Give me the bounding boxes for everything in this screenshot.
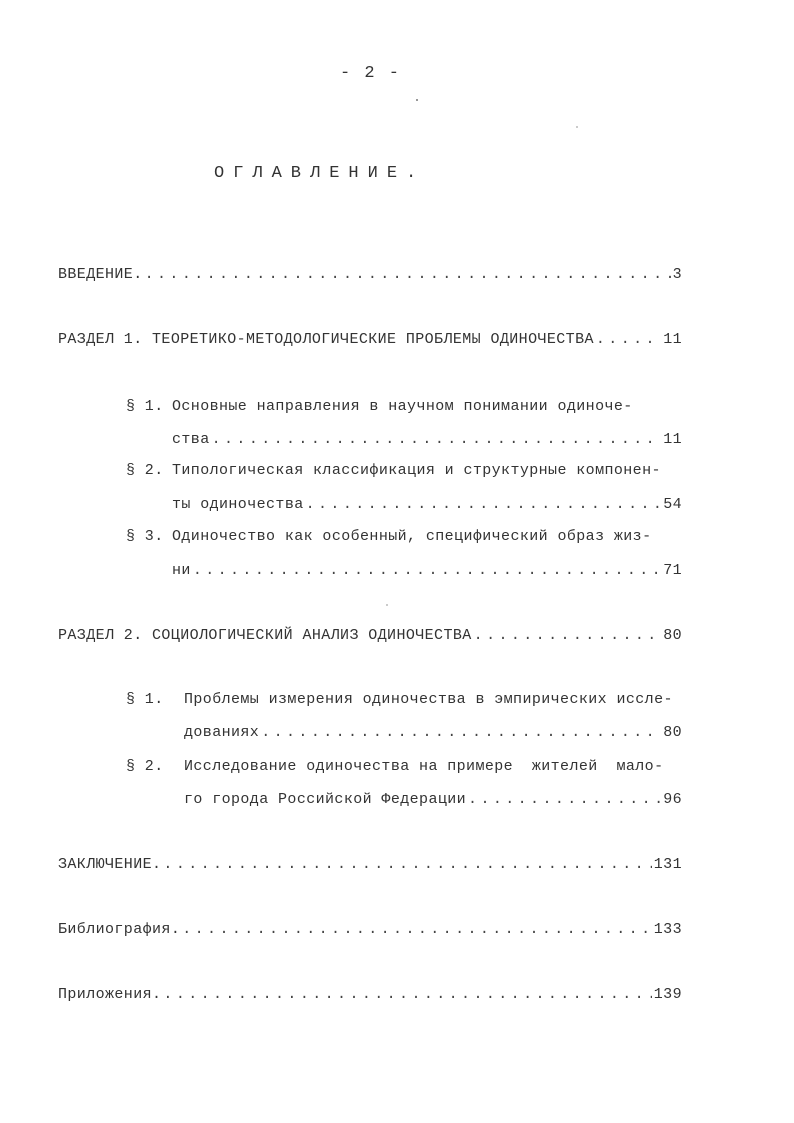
toc-entry-page: 71 (663, 562, 682, 579)
toc-heading: ОГЛАВЛЕНИЕ. (214, 164, 426, 183)
toc-entry-title: Приложения. (58, 986, 162, 1003)
paragraph-marker: § 1. (126, 398, 164, 415)
toc-subentry-text: Основные направления в научном понимании одиноче- (172, 398, 633, 415)
toc-entry-conclusion[interactable] (58, 856, 682, 874)
toc-entry-intro[interactable] (58, 266, 682, 284)
dot-leader (468, 791, 661, 809)
dot-leader (182, 921, 652, 939)
toc-subentry-1-3[interactable] (126, 528, 651, 546)
toc-subentry-2-1[interactable] (126, 691, 673, 709)
toc-entry-title: ЗАКЛЮЧЕНИЕ. (58, 856, 162, 873)
toc-subentry-text: ства (172, 431, 210, 448)
toc-entry-section-1[interactable] (58, 331, 682, 349)
paragraph-marker: § 3. (126, 528, 164, 545)
toc-subentry-text: Одиночество как особенный, специфический образ жиз- (172, 528, 652, 545)
toc-subentry-text: ни (172, 562, 191, 579)
toc-entry-page: 139 (653, 986, 682, 1003)
scan-speck (386, 604, 388, 606)
paragraph-marker: § 2. (126, 462, 164, 479)
scan-speck (576, 126, 578, 128)
toc-entry-page: 11 (663, 331, 682, 348)
toc-entry-page: 80 (663, 724, 682, 741)
scan-speck (416, 99, 418, 101)
toc-entry-appendices[interactable] (58, 986, 682, 1004)
dot-leader (212, 431, 662, 449)
dot-leader (145, 266, 671, 284)
dot-leader (193, 562, 661, 580)
dot-leader (306, 496, 662, 514)
page-number: - 2 - (340, 64, 402, 83)
toc-subentry-1-2-cont[interactable] (172, 496, 682, 514)
toc-subentry-text: дованиях (184, 724, 260, 741)
dot-leader (163, 986, 651, 1004)
dot-leader (596, 331, 661, 349)
toc-entry-page: 54 (663, 496, 682, 513)
toc-entry-page: 133 (653, 921, 682, 938)
toc-subentry-text: Проблемы измерения одиночества в эмпирических иссле- (184, 691, 673, 708)
paragraph-marker: § 2. (126, 758, 164, 775)
toc-entry-title: РАЗДЕЛ 1. ТЕОРЕТИКО-МЕТОДОЛОГИЧЕСКИЕ ПРОБЛЕМЫ ОДИНОЧЕСТВА (58, 331, 594, 348)
toc-subentry-2-2-cont[interactable] (184, 791, 682, 809)
toc-subentry-2-1-cont[interactable] (184, 724, 682, 742)
toc-subentry-text: Типологическая классификация и структурные компонен- (172, 462, 661, 479)
toc-subentry-2-2[interactable] (126, 758, 663, 776)
toc-entry-title: Библиография. (58, 921, 181, 938)
toc-entry-title: РАЗДЕЛ 2. СОЦИОЛОГИЧЕСКИЙ АНАЛИЗ ОДИНОЧЕСТВА (58, 627, 472, 644)
toc-entry-page: 11 (663, 431, 682, 448)
dot-leader (163, 856, 651, 874)
toc-subentry-text: ты одиночества (172, 496, 304, 513)
dot-leader (474, 627, 662, 645)
paragraph-marker: § 1. (126, 691, 164, 708)
toc-entry-page: 96 (663, 791, 682, 808)
toc-subentry-1-1-cont[interactable] (172, 431, 682, 449)
toc-entry-page: 80 (663, 627, 682, 644)
toc-entry-page: 131 (653, 856, 682, 873)
toc-entry-title: ВВЕДЕНИЕ. (58, 266, 143, 283)
toc-subentry-text: Исследование одиночества на примере жителей мало- (184, 758, 664, 775)
toc-subentry-1-2[interactable] (126, 462, 661, 480)
toc-subentry-1-3-cont[interactable] (172, 562, 682, 580)
toc-subentry-1-1[interactable] (126, 398, 633, 416)
toc-entry-bibliography[interactable] (58, 921, 682, 939)
toc-entry-section-2[interactable] (58, 627, 682, 645)
toc-subentry-text: го города Российской Федерации (184, 791, 467, 808)
toc-entry-page: 3 (672, 266, 682, 283)
dot-leader (261, 724, 661, 742)
